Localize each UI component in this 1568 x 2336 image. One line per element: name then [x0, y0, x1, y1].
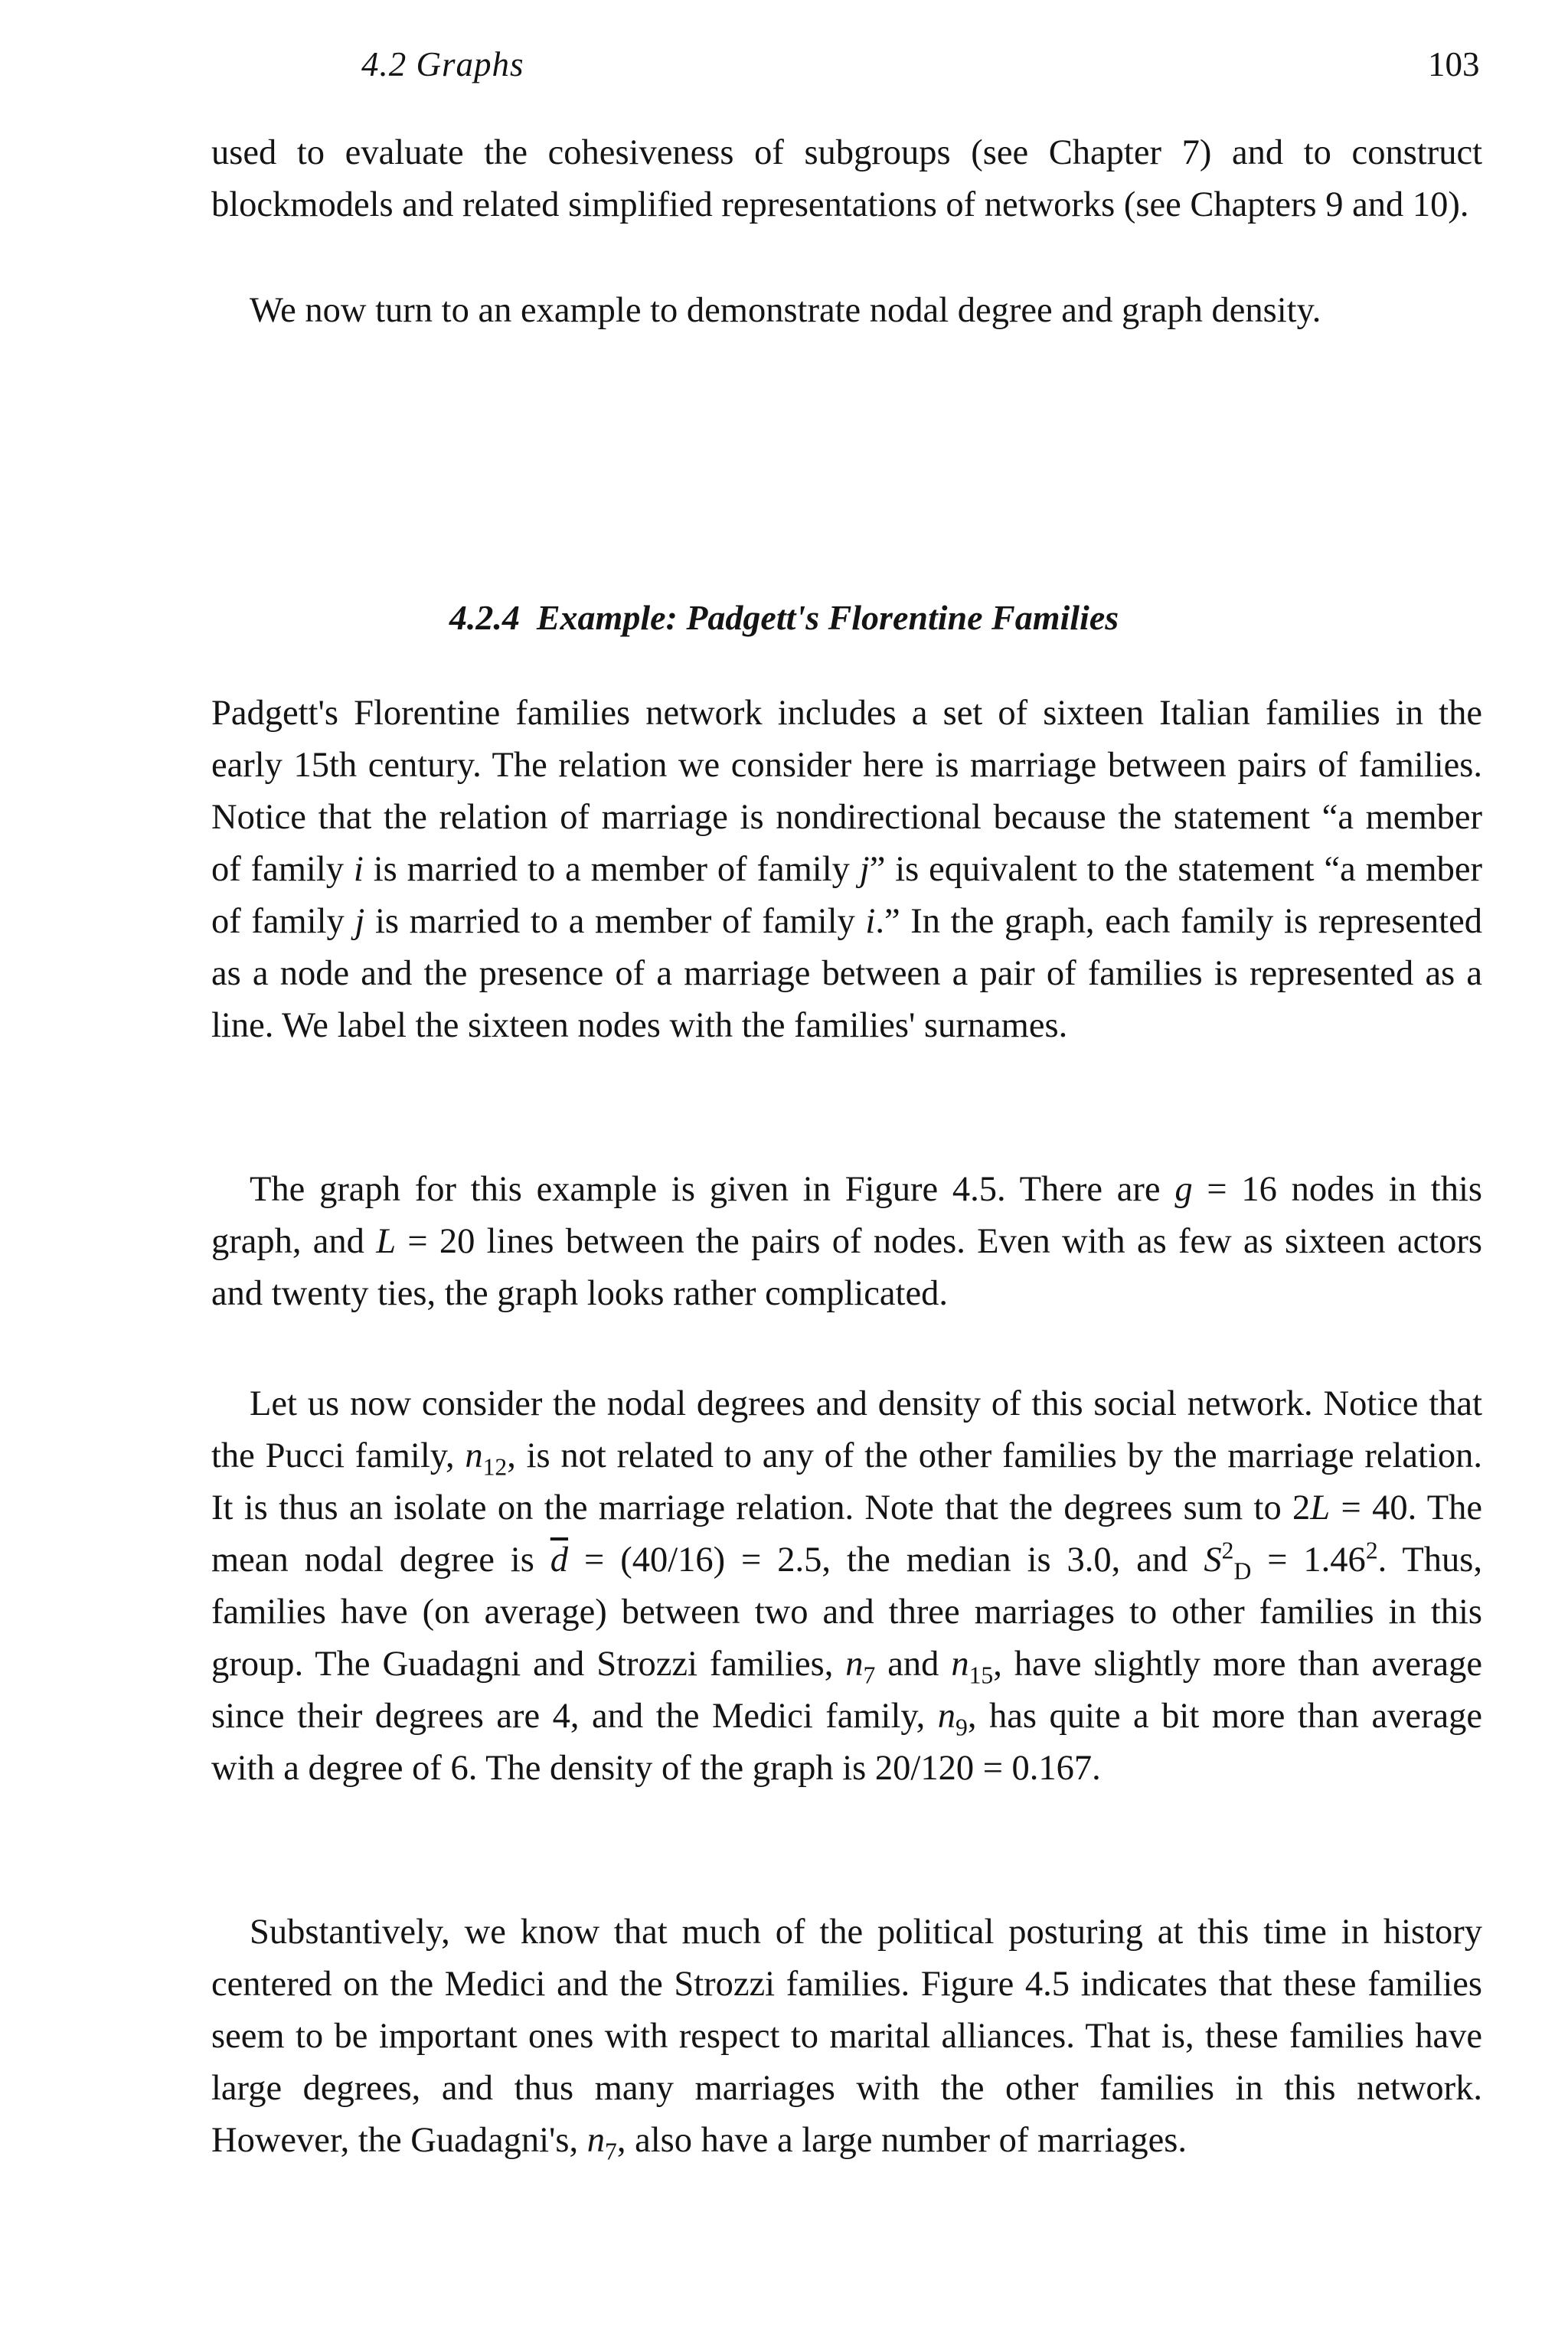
- p5-text-b: , is not related to any of the other families by the marriage relation. It is thus an isolate on the marriage relation. Note that the degrees sum to 2: [211, 1436, 1482, 1527]
- var-n7-2: n: [586, 2121, 605, 2160]
- paragraph-transition: We now turn to an example to demonstrate nodal degree and graph density.: [250, 291, 1321, 330]
- sub-7-2: 7: [605, 2138, 617, 2165]
- section-heading: [0, 597, 1568, 638]
- var-i: i: [353, 850, 364, 889]
- page-number: 103: [1428, 45, 1480, 83]
- var-n9: n: [937, 1697, 956, 1736]
- sup-2: 2: [1221, 1537, 1234, 1564]
- p4-text-b: = 16 nodes in this graph, and: [211, 1170, 1482, 1261]
- p6-text-a: Substantively, we know that much of the political posturing at this time in history centered on the Medici and the Strozzi families. Figure 4.5 indicates that these families seem to be important ones with respect to marital alliances. That is, these families have large degrees, and thus many marriages with the other families in this network. However, the Guadagni's,: [211, 1913, 1482, 2160]
- var-dbar: $\overline{d}$: [550, 1540, 569, 1580]
- var-j: j: [859, 850, 870, 889]
- p5-text-d: = (40/16) = 2.5, the median is 3.0, and: [568, 1540, 1204, 1580]
- page-header: [0, 0, 1568, 107]
- var-n12: n: [465, 1436, 483, 1475]
- var-j-2: j: [354, 902, 365, 941]
- p3-text-b: is married to a member of family: [363, 850, 860, 889]
- section-number: 4.2.4: [449, 598, 520, 637]
- p3-text-e: .” In the graph, each family is represented as a node and the presence of a marriage between a pair of families is represented as a line. We label the sixteen nodes with the families' surnames.: [211, 902, 1482, 1045]
- p5-text-c: = 40. The mean nodal degree is: [211, 1488, 1482, 1580]
- var-g: g: [1174, 1170, 1193, 1209]
- var-L-2: L: [1310, 1488, 1331, 1527]
- paragraph-continued: used to evaluate the cohesiveness of subgroups (see Chapter 7) and to construct blockmodels and related simplified representations of networks (see Chapters 9 and 10).: [211, 133, 1482, 224]
- var-n7: n: [845, 1645, 864, 1684]
- paragraph-substantive: [211, 1906, 1482, 2167]
- p5-text-f: . Thus, families have (on average) between two and three marriages to other families in this group. The Guadagni and Strozzi families,: [211, 1540, 1483, 1684]
- var-i-2: i: [865, 902, 876, 941]
- p4-text-a: The graph for this example is given in Figure 4.5. There are: [250, 1170, 1175, 1209]
- sub-D: D: [1233, 1557, 1252, 1585]
- running-head: 4.2 Graphs: [361, 45, 524, 83]
- p6-text-b: , also have a large number of marriages.: [616, 2121, 1187, 2160]
- p3-text-c: ” is equivalent to the statement “a member of family: [211, 850, 1482, 941]
- sub-9: 9: [956, 1714, 968, 1741]
- p4-text-c: = 20 lines between the pairs of nodes. Even with as few as sixteen actors and twenty ties, the graph looks rather complicated.: [211, 1222, 1483, 1313]
- sup-2b: 2: [1365, 1537, 1378, 1564]
- var-L: L: [376, 1222, 397, 1261]
- p5-text-h: , have slightly more than average since their degrees are 4, and the Medici family,: [211, 1645, 1482, 1736]
- p5-text-e: = 1.46: [1251, 1540, 1366, 1580]
- p5-text-a: Let us now consider the nodal degrees and density of this social network. Notice that the Pucci family,: [211, 1384, 1482, 1475]
- sub-7: 7: [863, 1661, 876, 1689]
- p3-text-a: Padgett's Florentine families network includes a set of sixteen Italian families in the early 15th century. The relation we consider here is marriage between pairs of families. Notice that the relation of marriage is nondirectional because the statement “a member of family: [211, 694, 1482, 889]
- p5-text-i: , has quite a bit more than average with a degree of 6. The density of the graph is 20/120 = 0.167.: [211, 1697, 1482, 1788]
- p5-text-g: and: [875, 1645, 952, 1684]
- p3-text-d: is married to a member of family: [364, 902, 866, 941]
- paragraph-florentine-intro: [211, 688, 1482, 1052]
- var-S: S: [1204, 1540, 1222, 1580]
- sub-12: 12: [482, 1453, 508, 1481]
- var-n15: n: [951, 1645, 969, 1684]
- paragraph-nodal-degrees: [211, 1378, 1482, 1795]
- section-title: Example: Padgett's Florentine Families: [536, 598, 1119, 637]
- sub-15: 15: [969, 1661, 994, 1689]
- paragraph-graph-size: [211, 1164, 1482, 1320]
